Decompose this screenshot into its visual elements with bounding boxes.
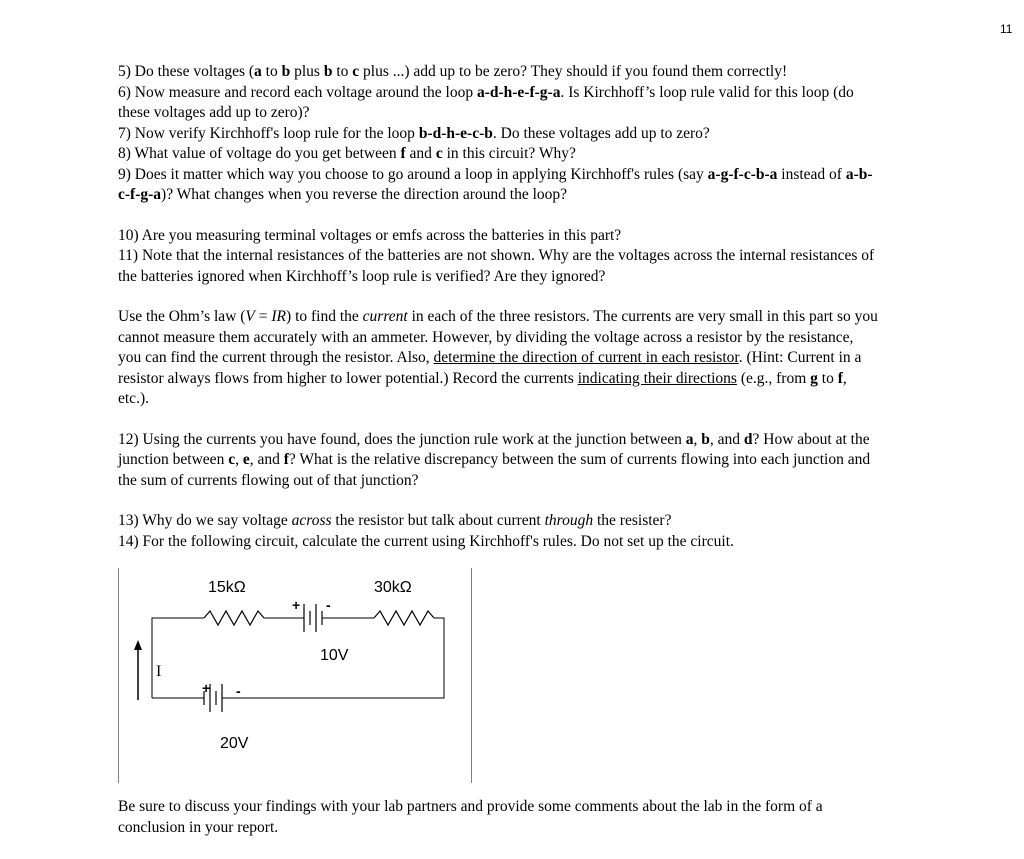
questions-5-to-9 [118, 62, 878, 206]
battery-20v-minus: - [236, 683, 241, 699]
document-body [118, 62, 878, 572]
battery-20v-label: 20V [220, 735, 249, 752]
resistor-15k-label: 15kΩ [208, 579, 246, 596]
questions-c-paragraph: 14) For the following circuit, calculate the current using Kirchhoff's rules. Do not set up the circuit. [118, 532, 734, 550]
circuit-figure [118, 568, 472, 783]
conclusion-paragraph: Be sure to discuss your findings with your lab partners and provide some comments about the lab in the form of a conclusion in your report. [118, 798, 823, 836]
resistor-15k [204, 611, 264, 625]
questions-a-paragraph: 5) Do these voltages (a to b plus b to c plus ...) add up to be zero? They should if you found them correctly! [118, 63, 788, 80]
questions-b-paragraph: 11) Note that the internal resistances of the batteries are not shown. Why are the voltages across the internal resistances of the batteries ignored when Kirchhoff’s loop rule is verified? Are they ignored? [118, 247, 875, 285]
questions-c-paragraph: 13) Why do we say voltage across the resistor but talk about current through the resister? [118, 512, 672, 529]
question-12 [118, 430, 878, 492]
questions-a-paragraph: 7) Now verify Kirchhoff's loop rule for the loop b-d-h-e-c-b. Do these voltages add up to zero? [118, 124, 710, 142]
battery-20v-plus: + [202, 680, 211, 696]
current-label: I [156, 663, 162, 680]
questions-a-paragraph: 6) Now measure and record each voltage around the loop a-d-h-e-f-g-a. Is Kirchhoff’s loop rule valid for this loop (do these voltages add up to zero)? [118, 83, 854, 121]
circuit-diagram [118, 568, 472, 783]
ohms-paragraph-paragraph: Use the Ohm’s law (V = IR) to find the current in each of the three resistors. The currents are very small in this part so you cannot measure them accurately with an ammeter. However, by dividing the voltage across a resistor by the resistance, you can find the current through the resistor. Also, determine the direction of current in each resistor. (Hint: Current in a resistor always flows from higher to lower potential.) Record the currents indicating their directions (e.g., from g to f, etc.). [118, 308, 878, 407]
battery-10v-label: 10V [320, 647, 349, 664]
battery-10v-plus: + [292, 597, 301, 613]
battery-10v-minus: - [326, 597, 331, 613]
resistor-30k-label: 30kΩ [374, 579, 412, 596]
questions-a-paragraph: 9) Does it matter which way you choose to go around a loop in applying Kirchhoff's rules (say a-g-f-c-b-a instead of a-b-c-f-g-a)? What changes when you reverse the direction around the loop? [118, 165, 873, 203]
question-12-paragraph: 12) Using the currents you have found, does the junction rule work at the junction between a, b, and d? How about at the junction between c, e, and f? What is the relative discrepancy between the sum of currents flowing into each junction and the sum of currents flowing out of that junction? [118, 430, 871, 489]
questions-13-14 [118, 511, 878, 552]
questions-10-11 [118, 226, 878, 288]
resistor-30k [374, 611, 434, 625]
ohms-law-instructions [118, 307, 878, 410]
wire-left-top [152, 618, 204, 698]
questions-b-paragraph: 10) Are you measuring terminal voltages or emfs across the batteries in this part? [118, 226, 622, 244]
current-arrow-head [134, 640, 142, 650]
questions-a-paragraph: 8) What value of voltage do you get between f and c in this circuit? Why? [118, 145, 576, 162]
page-number: 11 [1000, 22, 1013, 36]
conclusion-note [118, 797, 878, 838]
